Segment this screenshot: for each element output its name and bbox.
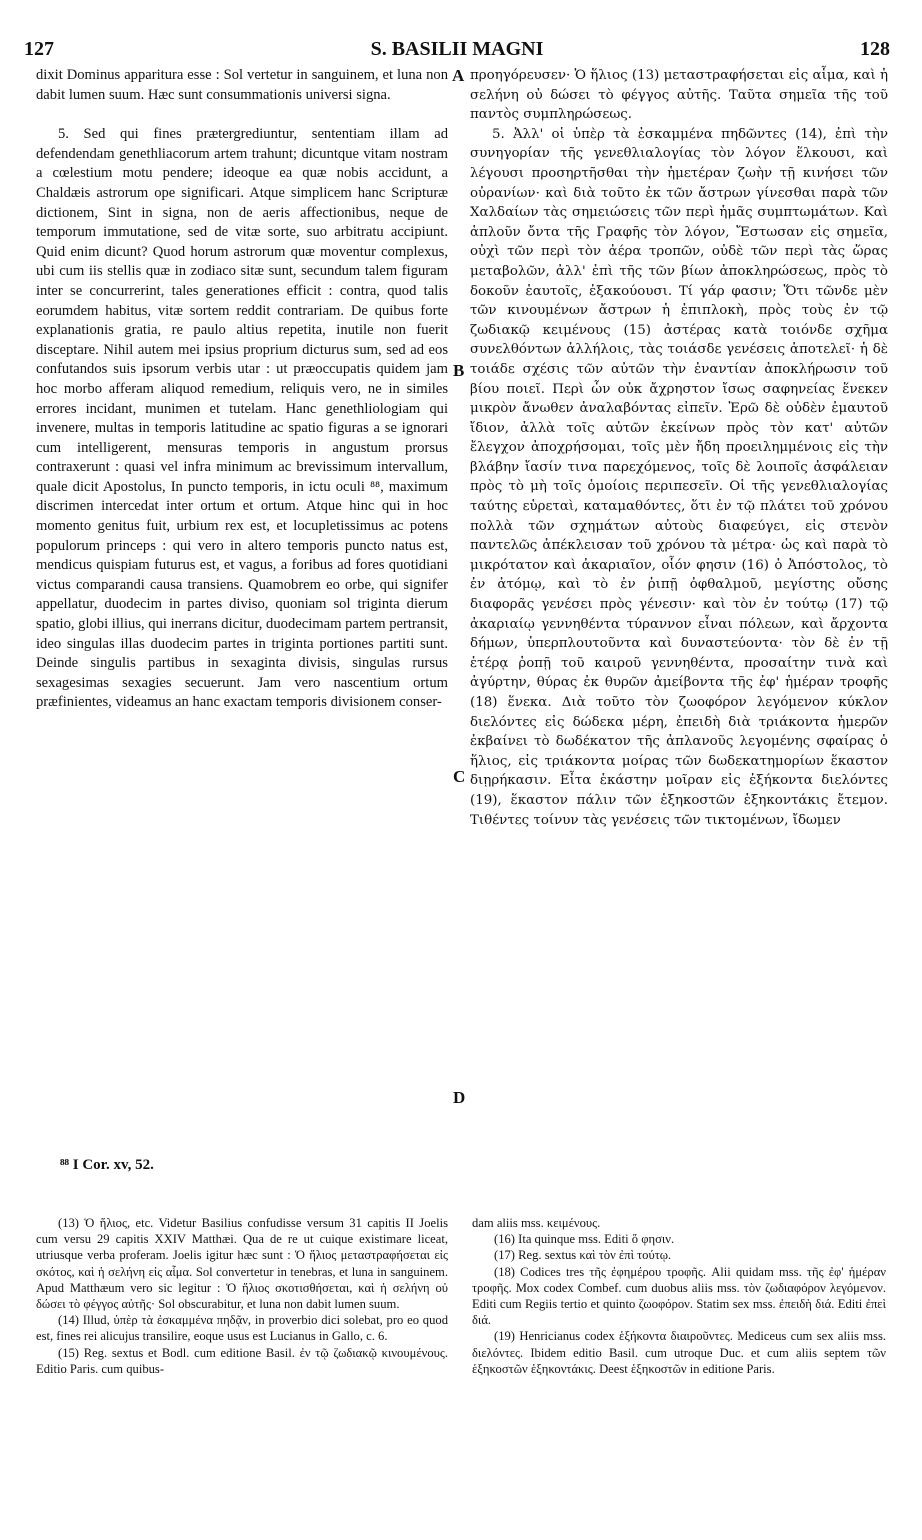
footnote-14: (14) Illud, ὑπὲρ τὰ ἐσκαμμένα πηδᾷν, in proverbio dici solebat, pro eo quod est, fines rei alicujus transilire, eoque usus est Lucianus in Gallo, c. 6. [36,1313,448,1344]
footnote-19: (19) Henricianus codex ἑξήκοντα διαιροῦντες. Mediceus cum sex aliis mss. διελόντες. Ibidem editio Basil. cum utroque Duc. et cum aliis septem τῶν ἑξηκοστῶν ἑξηκοντάκις. Deest ἑξηκοστῶν in editione Paris. [472,1329,886,1376]
latin-paragraph-1: dixit Dominus apparitura esse : Sol vertetur in sanguinem, et luna non dabit lumen suum. Hæc sunt consummationis universi signa. [36,67,448,103]
latin-paragraph-2: 5. Sed qui fines prætergrediuntur, sententiam illam ad defendendam genethliacorum artem trahunt; dicuntque vitam nostram a cœlestium motu pendere; ideoque ea quæ nobis accidunt, a Chaldæis astrorum ope significari. Atque simplicem hanc Scripturæ dictionem, Sint in signa, non de aeris affectionibus, neque de temporum immutatione, sed de vitæ sorte, suo arbitratu accipiunt. Quid enim dicunt? Quod horum astrorum quæ moventur complexus, ubi cum iis stellis quæ in zodiaco sitæ sunt, secundum talem figuram inter se concurrerint, tales generationes efficit : contra, quod talis eorumdem habitus, vitæ sortem reddit contrariam. De quibus forte explanationis gratia, re paulo altius repetita, inutile non fuerit disceptare. Nihil autem mei ipsius proprium dicturus sum, sed ad eos confutandos suis ipsorum verbis utar : ut præoccupatis quidem jam hoc morbo afferam aliquod remedium, reliquis vero, ne in similes errores incidant, munimen et tutelam. Hanc genethliologiam qui invenere, multas in temporis latitudine ac spatio figuras a se ignorari cum intelligerent, mensuras temporis in angustum prorsus contraxerunt : quasi vel infra minimum ac brevissimum intervallum, quale dicit Apostolus, In puncto temporis, in ictu oculi ⁸⁸, maximum discrimen intercedat inter ortum et ortum. Atque hinc qui in hoc momento genitus fuit, urbium rex est, et locupletissimus ac potens populorum princeps : qui vero in altero temporis puncto natus est, mendicus quispiam futurus est, et vagus, a foribus ad fores quotidiani victus comparandi causa transiens. Quamobrem eo orbe, qui signifer appellatur, duodecim in partes diviso, quoniam sol triginta dierum spatio, globi illius, qui inerrans dicitur, duodecimam partem pertransit, ideo singulas illas duodecim partes in triginta portiones partiti sunt. Deinde singulis partibus in sexaginta divisis, singulas rursus sexagesimas sexagies secuerunt. Jam vero nascentium ortum præfinientes, videamus an hanc exactam temporis divisionem conser- [36,126,449,711]
footnote-15: (15) Reg. sextus et Bodl. cum editione Basil. ἐν τῷ ζωδιακῷ κινουμένους. Editio Paris. cum quibus- [36,1345,448,1376]
page-number-right: 128 [860,38,890,60]
section-marker-b: B [453,361,465,380]
footnote-13: (13) Ὁ ἥλιος, etc. Videtur Basilius confudisse versum 31 capitis II Joelis cum versu 29 capitis XXIV Matthæi. Qua de re ut cuique existimare liceat, utriusque verba proferam. Joelis igitur hæc sunt : Ὁ ἥλιος μεταστραφήσεται εἰς σκότος, καὶ ἡ σελήνη εἰς αἷμα. Sol convertetur in tenebras, et luna in sanguinem. Apud Matthæum vero sic legitur : Ὁ ἥλιος σκοτισθήσεται, καὶ ἡ σελήνη οὐ δώσει τὸ φέγγος αὐτῆς· Sol obscurabitur, et luna non dabit lumen suum. [36,1216,448,1312]
page-header [24,38,890,64]
latin-column [36,66,448,713]
section-marker-c: C [453,767,466,786]
greek-paragraph-1: προηγόρευσεν· Ὁ ἥλιος (13) μεταστραφήσεται εἰς αἷμα, καὶ ἡ σελήνη οὐ δώσει τὸ φέγγος αὐτῆς. Ταῦτα σημεῖα τῆς τοῦ παντὸς συμπληρώσεως. [470,68,889,123]
footnote-17: (17) Reg. sextus καὶ τὸν ἐπὶ τούτῳ. [494,1248,672,1263]
greek-paragraph-2: 5. Ἀλλ' οἱ ὑπὲρ τὰ ἐσκαμμένα πηδῶντες (14), ἐπὶ τὴν συνηγορίαν τῆς γενεθλιαλογίας τὸν λόγον ἕλκουσι, καὶ λέγουσι προσηρτῆσθαι τὴν ἡμετέραν ζωὴν τῇ κινήσει τῶν οὐρανίων· καὶ διὰ τοῦτο ἐκ τῶν ἄστρων γίνεσθαι παρὰ τῶν Χαλδαίων τὰς σημειώσεις τῶν περὶ ἡμᾶς συμπτωμάτων. Καὶ ἁπλοῦν ὄντα τῆς Γραφῆς τὸν λόγον, Ἔστωσαν εἰς σημεῖα, οὐχὶ τῶν περὶ τὸν ἀέρα τροπῶν, οὐδὲ τῶν περὶ τὰς ὥρας μεταβολῶν, ἀλλ' ἐπὶ τῆς τῶν βίων ἀποκληρώσεως, πρὸς τὸ δοκοῦν ἑαυτοῖς, ἐξακούουσι. Τί γάρ φασιν; Ὅτι τῶνδε μὲν τῶν κινουμένων ἄστρων ἡ ἐπιπλοκὴ, πρὸς τοὺς ἐν τῷ ζωδιακῷ κειμένους (15) ἀστέρας κατὰ τοιόνδε σχῆμα συνελθόντων ἀλλήλοις, τὰς τοιάσδε γενέσεις ἀποτελεῖ· ἡ δὲ τοιάδε σχέσις τῶν αὐτῶν τὴν ἐναντίαν ἀποκλήρωσιν τοῦ βίου ποιεῖ. Περὶ ὧν οὐκ ἄχρηστον ἴσως σαφηνείας ἕνεκεν μικρὸν ἄνωθεν ἀναλαβόντας εἰπεῖν. Ἐρῶ δὲ οὐδὲν ἐμαυτοῦ ἴδιον, ἀλλὰ τοῖς αὐτῶν ἐκείνων πρὸς τὸν κατ' αὐτῶν ἔλεγχον ἀποχρήσομαι, τοῖς μὲν ἤδη προειλημμένοις εἰς τὴν βλάβην ἴασίν τινα παρεχόμενος, τοῖς δὲ λοιποῖς ἀσφάλειαν πρὸς τὸ μὴ τοῖς ὁμοίοις περιπεσεῖν. Οἱ τῆς γενεθλιαλογίας ταύτης εὑρεταὶ, καταμαθόντες, ὅτι ἐν τῷ πλάτει τοῦ χρόνου πολλὰ τῶν σχημάτων αὐτοὺς διαφεύγει, εἰς στενὸν παντελῶς ἀπέκλεισαν τοῦ χρόνου τὰ μέτρα· ὡς καὶ παρὰ τὸ μικρότατον καὶ ἀκαριαῖον, οἷόν φησιν (16) ὁ Ἀπόστολος, τὸ ἐν ἀτόμῳ, καὶ τὸ ἐν ῥιπῇ ὀφθαλμοῦ, μεγίστης οὔσης διαφορᾶς γενέσει πρὸς γένεσιν· καὶ τὸν ἐν τούτῳ (17) τῷ ἀκαριαίῳ γεννηθέντα τύραννον εἶναι πόλεων, καὶ ἄρχοντα δήμων, ὑπερπλουτοῦντα καὶ δυναστεύοντα· τὸν δὲ ἐν τῇ ἑτέρᾳ ῥοπῇ τοῦ καιροῦ γεννηθέντα, προσαίτην τινὰ καὶ ἀγύρτην, θύρας ἐκ θυρῶν ἀμείβοντα τῆς ἐφ' ἡμέραν τροφῆς (18) ἕνεκα. Διὰ τοῦτο τὸν ζωοφόρον λεγόμενον κύκλον διελόντες εἰς δώδεκα μέρη, ἐπειδὴ διὰ τριάκοντα ἡμερῶν ἐκβαίνει τὸ δωδέκατον τῆς ἀπλανοῦς λεγομένης σφαίρας ὁ ἥλιος, εἰς τριάκοντα μοίρας τῶν δωδεκατημορίων ἕκαστον διῃρήκασιν. Εἶτα ἑκάστην μοῖραν εἰς ἑξήκοντα διελόντες (19), ἕκαστον πάλιν τῶν ἑξηκοστῶν ἑξηκοντάκις ἔτεμον. Τιθέντες τοίνυν τὰς γενέσεις τῶν τικτομένων, ἴδωμεν [470,126,888,828]
footnote-16: (16) Ita quinque mss. Editi ὅ φησιν. [494,1232,675,1247]
footnotes-right [472,1215,886,1377]
footnote-15-continued: dam aliis mss. κειμένους. [472,1216,601,1230]
footnote-18: (18) Codices tres τῆς ἐφημέρου τροφῆς. Alii quidam mss. τῆς ἐφ' ἡμέραν τροφῆς. Mox codex Combef. cum duobus aliis mss. τὸν ζωδιαφόρον λεγόμενον. Editi cum Regiis tertio et quinto ζωοφόρον. Statim sex mss. ἐπειδὴ διά. Editi ἐπεὶ διά. [472,1264,886,1328]
section-marker-a: A [452,66,465,85]
page-number-left: 127 [24,38,54,60]
greek-column [470,66,888,830]
running-title: S. BASILII MAGNI [370,38,544,60]
scripture-reference: ⁸⁸ I Cor. xv, 52. [60,1157,154,1173]
footnotes-left [36,1215,448,1377]
section-marker-d: D [453,1088,466,1107]
